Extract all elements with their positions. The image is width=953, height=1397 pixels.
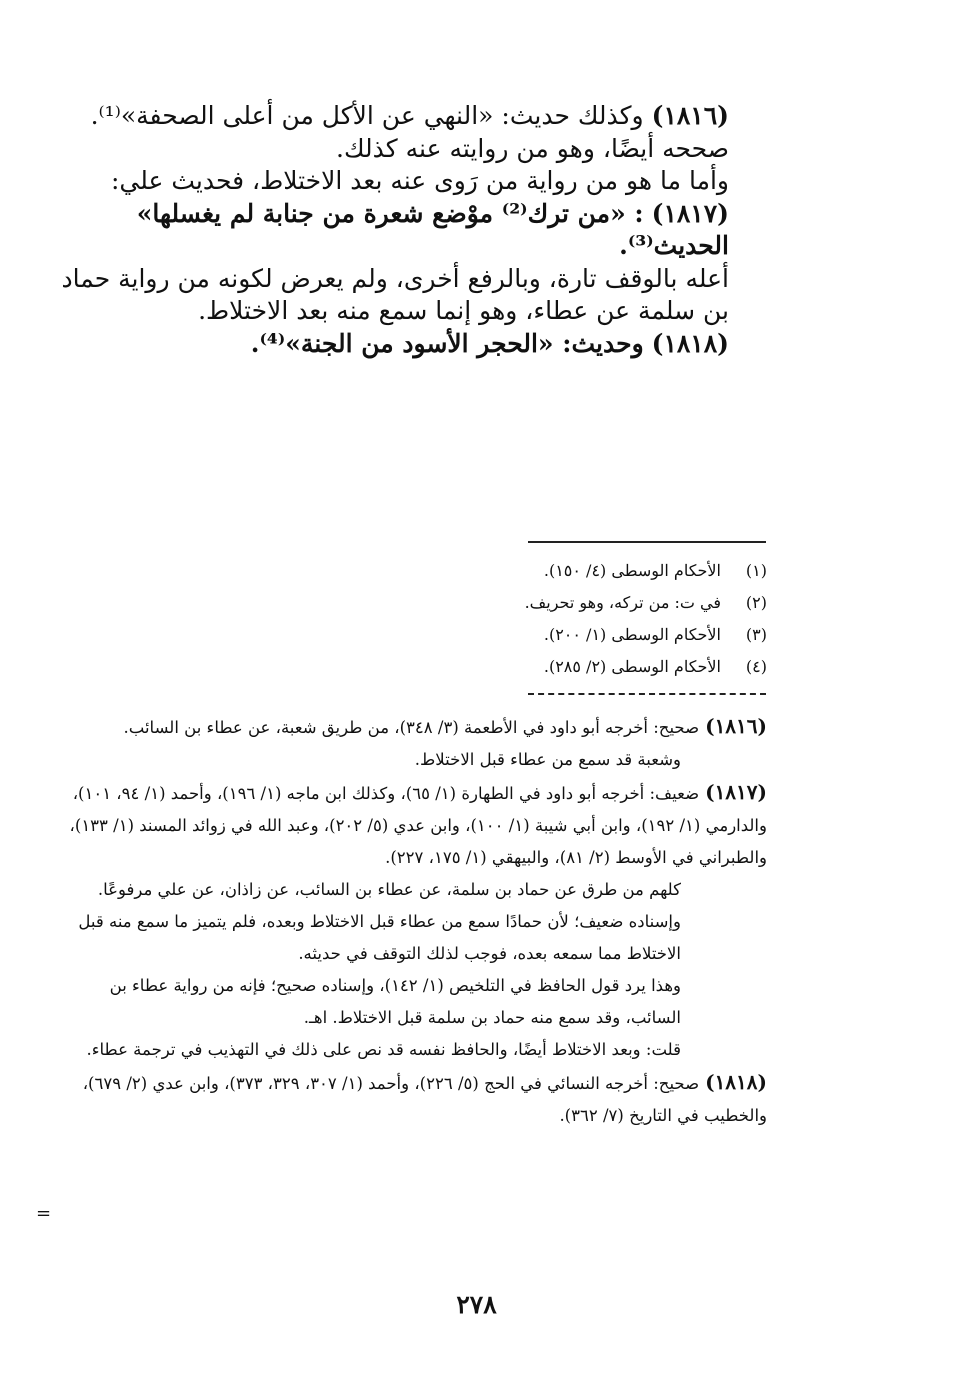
takhrij-1817 <box>58 776 767 874</box>
takhrij-1818 <box>58 1066 767 1132</box>
takhrij-note: وشعبة قد سمع من عطاء قبل الاختلاط. <box>414 750 681 769</box>
footnote <box>524 587 767 619</box>
takhrij-separator <box>528 693 766 695</box>
takhrij-text: صحيح: أخرجه أبو داود في الأطعمة (٣/ ٣٤٨)، من طريق شعبة، عن عطاء بن السائب. <box>123 718 700 737</box>
hadith-1816 <box>58 100 767 133</box>
takhrij-note: وهذا يرد قول الحافظ في التلخيص (١/ ١٤٢)، وإسناده صحيح؛ فإنه من رواية عطاء بن السائب، وقد سمع منه حماد بن سلمة قبل الاختلاط. اهـ. <box>109 976 681 1027</box>
footnote <box>528 555 767 587</box>
hadith-number: (١٨١٨) <box>651 328 729 358</box>
footnote-mark: (٣) <box>745 625 767 644</box>
footnotes <box>524 555 767 683</box>
page-number: ٢٧٨ <box>456 1290 497 1319</box>
takhrij-note: قلت: وبعد الاختلاط أيضًا، والحافظ نفسه قد نص على ذلك في التهذيب في ترجمة عطاء. <box>86 1040 681 1059</box>
paragraph: صححه أيضًا، وهو من روايته عنه كذلك. <box>336 133 729 163</box>
footnote <box>528 651 767 683</box>
takhrij-text: ضعيف: أخرجه أبو داود في الطهارة (١/ ٦٥)، وكذلك ابن ماجه (١/ ١٩٦)، وأحمد (١/ ٩٤، ١٠١)، والدارمي (١/ ١٩٢)، وابن أبي شيبة (١/ ١٠٠)، وابن عدي (٥/ ٢٠٢)، وعبد الله في زوائد المسند (١/ ١٣٣)، والطبراني في الأوسط (٢/ ٨١)، والبيهقي (١/ ١٧٥، ٢٢٧). <box>69 784 767 867</box>
hadith-1818 <box>58 328 767 361</box>
footnote-text: في ت: من تركه، وهو تحريف. <box>524 593 721 612</box>
takhrij-number: (١٨١٨) <box>705 1070 767 1094</box>
hadith-text: وحديث: «الحجر الأسود من الجنة»⁽⁴⁾. <box>250 328 644 358</box>
footnote-text: الأحكام الوسطى (١/ ٢٠٠). <box>543 625 721 644</box>
hadith-1817 <box>58 198 767 263</box>
footnote-mark: (٤) <box>745 657 767 676</box>
footnote-text: الأحكام الوسطى (٢/ ٢٨٥). <box>543 657 721 676</box>
footnote-text: الأحكام الوسطى (٤/ ١٥٠). <box>543 561 721 580</box>
main-text <box>58 100 767 360</box>
takhrij-number: (١٨١٦) <box>705 714 767 738</box>
takhrij-number: (١٨١٧) <box>705 780 767 804</box>
footnote-mark: (٢) <box>745 593 767 612</box>
takhrij-note: كلهم من طرق عن حماد بن سلمة، عن عطاء بن السائب، عن زاذان، عن علي مرفوعًا. <box>97 880 681 899</box>
footnote-mark: (١) <box>745 561 767 580</box>
takhrij-1816 <box>58 710 767 744</box>
paragraph: أعله بالوقف تارة، وبالرفع أخرى، ولم يعرض لكونه من رواية حماد بن سلمة عن عطاء، وهو إنما سمع منه بعد الاختلاط. <box>61 263 729 325</box>
footnote <box>528 619 767 651</box>
hadith-number: (١٨١٧) <box>651 198 729 228</box>
hadith-number: (١٨١٦) <box>651 101 729 130</box>
takhrij-text: صحيح: أخرجه النسائي في الحج (٥/ ٢٢٦)، وأحمد (١/ ٣٠٧، ٣٢٩، ٣٧٣)، وابن عدي (٢/ ٦٧٩)، والخطيب في التاريخ (٧/ ٣٦٢). <box>82 1074 767 1125</box>
continuation-mark: = <box>36 1203 52 1224</box>
footnote-separator <box>528 541 766 543</box>
takhrij-section <box>58 710 767 1132</box>
hadith-text: وكذلك حديث: «النهي عن الأكل من أعلى الصحفة»⁽¹⁾. <box>90 101 644 130</box>
hadith-text: : «من ترك⁽²⁾ موْضع شعرة من جنابة لم يغسلها» الحديث⁽³⁾. <box>136 198 729 260</box>
takhrij-note: وإسناده ضعيف؛ لأن حمادًا سمع من عطاء قبل الاختلاط وبعده، فلم يتميز ما سمع منه قبل الاختلاط مما سمعه بعده، فوجب لذلك التوقف في حديثه. <box>78 912 681 963</box>
paragraph: وأما ما هو من رواية من رَوى عنه بعد الاختلاط، فحديث علي: <box>110 166 729 195</box>
